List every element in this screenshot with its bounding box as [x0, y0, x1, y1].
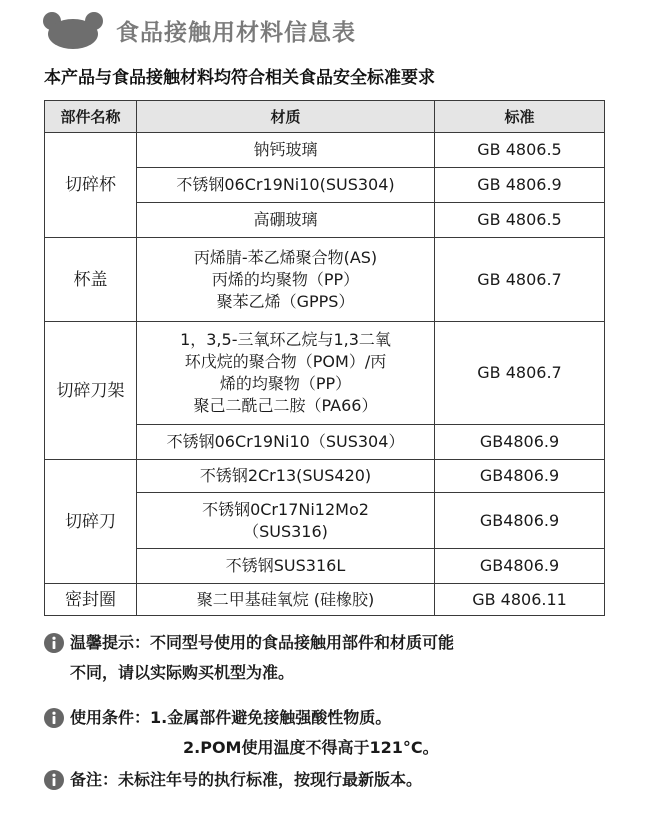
- table-row: [45, 460, 605, 493]
- standard-cell: GB 4806.7: [435, 238, 605, 322]
- header-material: 材质: [137, 101, 435, 133]
- material-line: 烯的均聚物（PP）: [219, 374, 352, 393]
- material-cell: 不锈钢2Cr13(SUS420): [137, 460, 435, 493]
- material-cell: 不锈钢SUS316L: [137, 549, 435, 584]
- standard-cell: GB4806.9: [435, 493, 605, 549]
- material-cell: 钠钙玻璃: [137, 133, 435, 168]
- page-title: 食品接触用材料信息表: [116, 19, 356, 46]
- standard-cell: GB4806.9: [435, 460, 605, 493]
- standard-cell: GB4806.9: [435, 549, 605, 584]
- material-cell: [137, 322, 435, 425]
- material-line: 1，3,5-三氧环乙烷与1,3二氧: [180, 330, 391, 349]
- material-cell: 不锈钢06Cr19Ni10(SUS304): [137, 168, 435, 203]
- material-line: （SUS316): [243, 521, 328, 541]
- part-cell: 切碎刀架: [45, 322, 137, 460]
- material-line: 聚苯乙烯（GPPS）: [216, 291, 355, 311]
- standard-cell: GB 4806.5: [435, 203, 605, 238]
- table-row: [45, 584, 605, 616]
- usage-line-1: 使用条件：1.金属部件避免接触强酸性物质。: [70, 708, 392, 727]
- part-cell: 密封圈: [45, 584, 137, 616]
- usage-note: [44, 703, 439, 763]
- standard-cell: GB4806.9: [435, 425, 605, 460]
- info-icon: [44, 770, 64, 790]
- material-cell: [137, 238, 435, 322]
- header-part: 部件名称: [45, 101, 137, 133]
- material-line: 环戊烷的聚合物（POM）/丙: [184, 352, 387, 371]
- material-cell: [137, 493, 435, 549]
- info-icon: [44, 708, 64, 728]
- remark-text: 备注：未标注年号的执行标准，按现行最新版本。: [70, 770, 423, 789]
- material-line: 丙烯的均聚物（PP）: [211, 269, 360, 289]
- material-line: 不锈钢0Cr17Ni12Mo2: [202, 499, 369, 519]
- material-line: 聚己二酰己二胺（PA66）: [193, 396, 378, 415]
- material-cell: 聚二甲基硅氧烷 (硅橡胶): [137, 584, 435, 616]
- subtitle: 本产品与食品接触材料均符合相关食品安全标准要求: [44, 68, 435, 88]
- tip-line-1: 温馨提示：不同型号使用的食品接触用部件和材质可能: [70, 633, 455, 652]
- material-cell: 不锈钢06Cr19Ni10（SUS304）: [137, 425, 435, 460]
- header-standard: 标准: [435, 101, 605, 133]
- usage-line-2: 2.POM使用温度不得高于121°C。: [183, 738, 439, 757]
- remark-note: [44, 765, 422, 795]
- tip-line-2: 不同，请以实际购买机型为准。: [70, 663, 295, 682]
- table-row: [45, 322, 605, 425]
- table-row: [45, 238, 605, 322]
- material-line: 丙烯腈-苯乙烯聚合物(AS): [193, 247, 378, 267]
- table-row: [45, 133, 605, 168]
- tip-note: [44, 628, 454, 688]
- page-header: [38, 10, 356, 50]
- part-cell: 杯盖: [45, 238, 137, 322]
- part-cell: 切碎刀: [45, 460, 137, 584]
- table-header-row: [45, 101, 605, 133]
- standard-cell: GB 4806.11: [435, 584, 605, 616]
- standard-cell: GB 4806.9: [435, 168, 605, 203]
- material-cell: 高硼玻璃: [137, 203, 435, 238]
- standard-cell: GB 4806.5: [435, 133, 605, 168]
- part-cell: 切碎杯: [45, 133, 137, 238]
- info-icon: [44, 633, 64, 653]
- materials-table: [44, 100, 605, 616]
- bear-logo-icon: [38, 10, 108, 50]
- standard-cell: GB 4806.7: [435, 322, 605, 425]
